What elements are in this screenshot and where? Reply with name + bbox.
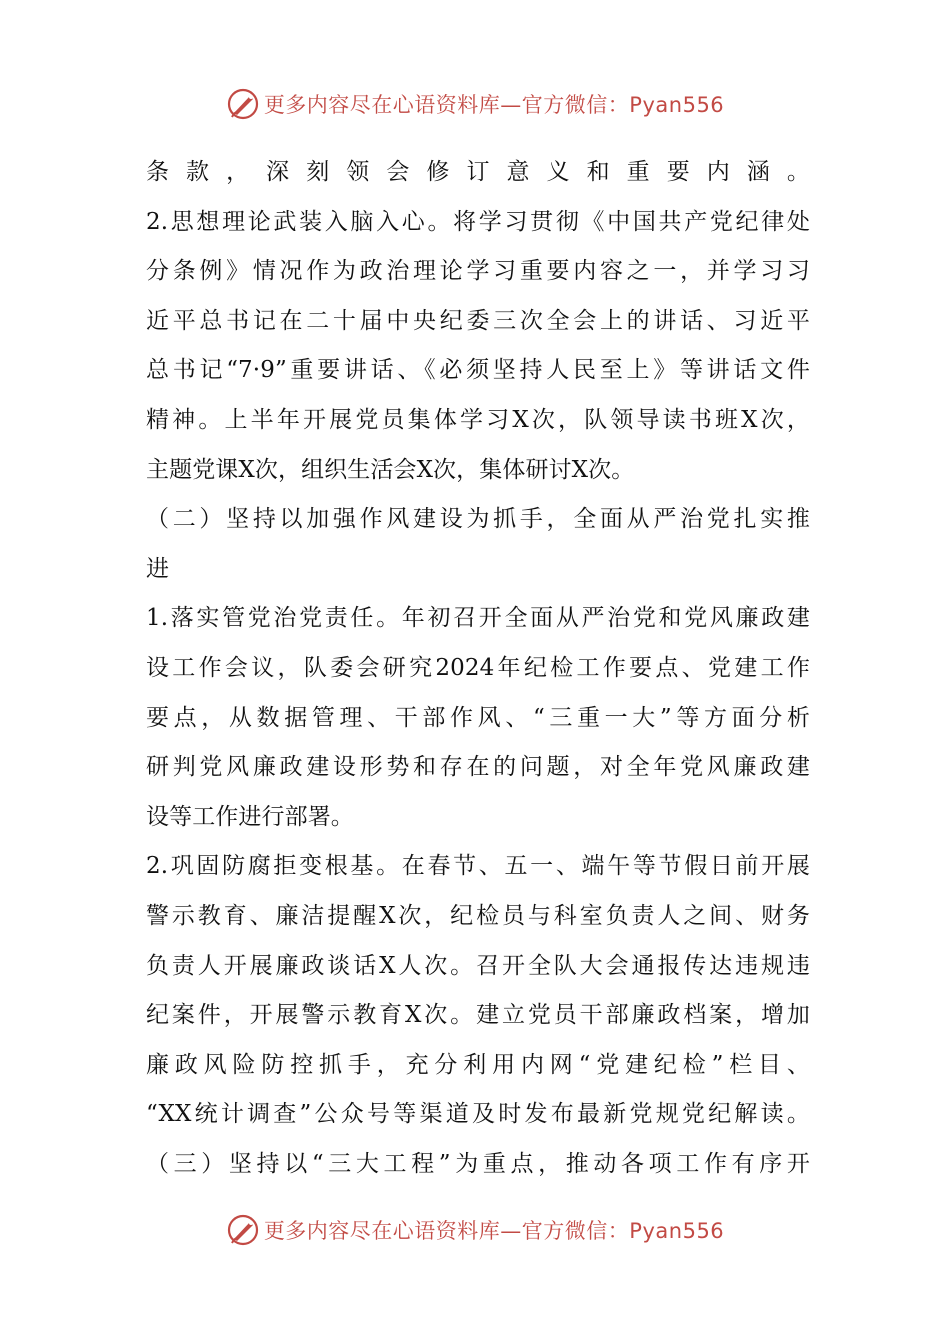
text-line: 廉政风险防控抓手，充分利用内网“党建纪检”栏目、 <box>146 1051 810 1078</box>
text-line: 纪案件，开展警示教育X次。建立党员干部廉政档案，增加 <box>146 1002 810 1029</box>
pen-in-circle-icon <box>226 87 260 121</box>
text-line: 警示教育、廉洁提醒X次，纪检员与科室负责人之间、财务 <box>146 902 810 929</box>
top-watermark-banner <box>0 84 950 124</box>
text-line: 条款，深刻领会修订意义和重要内涵。 <box>146 159 810 185</box>
text-line: “XX统计调查”公众号等渠道及时发布最新党规党纪解读。 <box>146 1101 810 1128</box>
watermark-text: 更多内容尽在心语资料库—官方微信：Pyan556 <box>263 1219 725 1243</box>
text-line: 设等工作进行部署。 <box>146 803 354 830</box>
pen-in-circle-icon <box>226 1213 260 1247</box>
text-line: 近平总书记在二十届中央纪委三次全会上的讲话、习近平 <box>146 307 810 334</box>
text-line: 分条例》情况作为政治理论学习重要内容之一，并学习习 <box>146 258 810 285</box>
text-line: 研判党风廉政建设形势和存在的问题，对全年党风廉政建 <box>146 754 810 781</box>
text-line: 精神。上半年开展党员集体学习X次，队领导读书班X次， <box>146 406 810 433</box>
text-line: 总书记“7·9”重要讲话、《必须坚持人民至上》等讲话文件 <box>146 357 810 384</box>
bottom-watermark-banner <box>0 1210 950 1250</box>
text-line: 设工作会议，队委会研究2024年纪检工作要点、党建工作 <box>146 654 810 681</box>
section-heading: （三）坚持以“三大工程”为重点，推动各项工作有序开 <box>146 1150 810 1177</box>
watermark-text: 更多内容尽在心语资料库—官方微信：Pyan556 <box>263 93 725 117</box>
section-heading: 进 <box>146 555 170 582</box>
text-line: 2.思想理论武装入脑入心。将学习贯彻《中国共产党纪律处 <box>146 208 810 235</box>
text-line: 主题党课X次，组织生活会X次，集体研讨X次。 <box>146 456 635 483</box>
text-line: 负责人开展廉政谈话X人次。召开全队大会通报传达违规违 <box>146 952 810 979</box>
text-line: 2.巩固防腐拒变根基。在春节、五一、端午等节假日前开展 <box>146 853 810 880</box>
text-line: 要点，从数据管理、干部作风、“三重一大”等方面分析 <box>146 704 810 731</box>
document-body <box>146 148 810 1189</box>
text-line: 1.落实管党治党责任。年初召开全面从严治党和党风廉政建 <box>146 605 810 632</box>
section-heading: （二）坚持以加强作风建设为抓手，全面从严治党扎实推 <box>146 506 810 533</box>
